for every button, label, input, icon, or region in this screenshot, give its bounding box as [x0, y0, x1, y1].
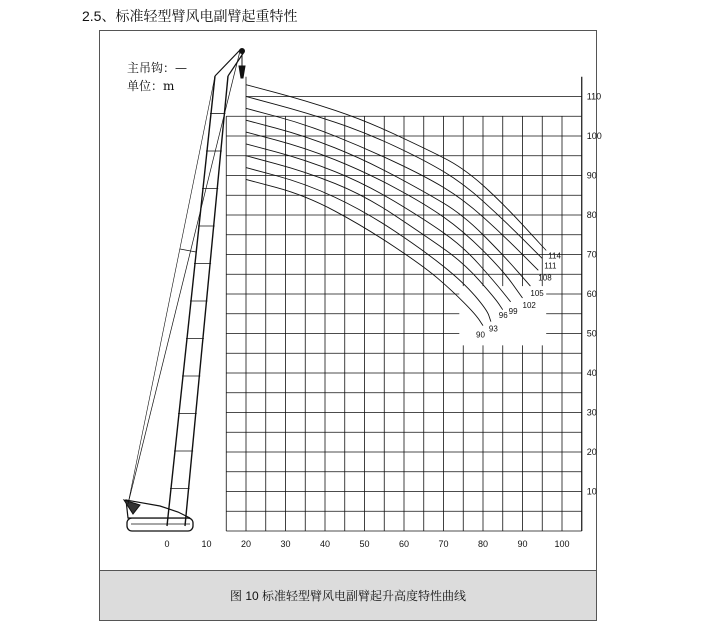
y-tick: 30: [586, 407, 597, 418]
hook-block: [239, 66, 245, 78]
curve-label-102: 102: [522, 300, 536, 310]
x-tick: 40: [319, 539, 331, 549]
lifting-curves: [246, 85, 546, 326]
y-tick: 100: [586, 131, 602, 141]
x-tick: 10: [201, 539, 212, 549]
curve-label-93: 93: [488, 324, 498, 334]
crane-illustration: [124, 49, 245, 532]
x-tick: 0: [164, 539, 170, 549]
x-tick: 50: [359, 539, 370, 549]
y-tick: 90: [586, 170, 597, 181]
x-tick: 60: [398, 539, 410, 549]
backstay-line: [128, 76, 215, 504]
y-tick: 40: [586, 368, 597, 378]
figure-caption: 图 10 标准轻型臂风电副臂起升高度特性曲线: [229, 589, 467, 603]
x-tick: 100: [554, 539, 570, 549]
crane-crawler: [127, 518, 193, 531]
x-tick: 90: [517, 539, 528, 549]
x-tick: 70: [438, 539, 449, 549]
curve-label-105: 105: [530, 289, 544, 299]
section-title: 2.5、标准轻型臂风电副臂起重特性: [82, 8, 298, 24]
y-tick: 10: [586, 486, 597, 497]
curve-label-114: 114: [548, 251, 561, 261]
curve-label-111: 111: [544, 261, 557, 271]
y-tick: 60: [586, 289, 597, 299]
y-tick: 20: [586, 447, 597, 457]
curve-label-96: 96: [498, 310, 508, 320]
y-tick-labels: [587, 92, 602, 497]
x-tick-labels: [164, 539, 569, 549]
y-tick: 110: [586, 91, 602, 102]
unit-legend: 单位：m: [127, 79, 175, 93]
figure-caption-box: [99, 570, 597, 621]
curve-label-99: 99: [508, 306, 518, 316]
x-tick: 20: [240, 539, 252, 549]
curve-105: [246, 120, 530, 286]
curve-93: [246, 168, 491, 322]
x-tick: 30: [280, 539, 291, 549]
curve-label-108: 108: [538, 273, 552, 283]
y-tick: 50: [586, 328, 597, 339]
pendant-line: [128, 51, 240, 504]
curve-label-90: 90: [476, 330, 485, 340]
y-tick: 80: [586, 210, 597, 220]
x-tick: 80: [477, 539, 489, 549]
y-tick: 70: [586, 249, 597, 260]
stay-tick: [180, 249, 196, 252]
hook-legend: 主吊钩：—: [127, 61, 188, 75]
jib-tip: [240, 49, 245, 54]
